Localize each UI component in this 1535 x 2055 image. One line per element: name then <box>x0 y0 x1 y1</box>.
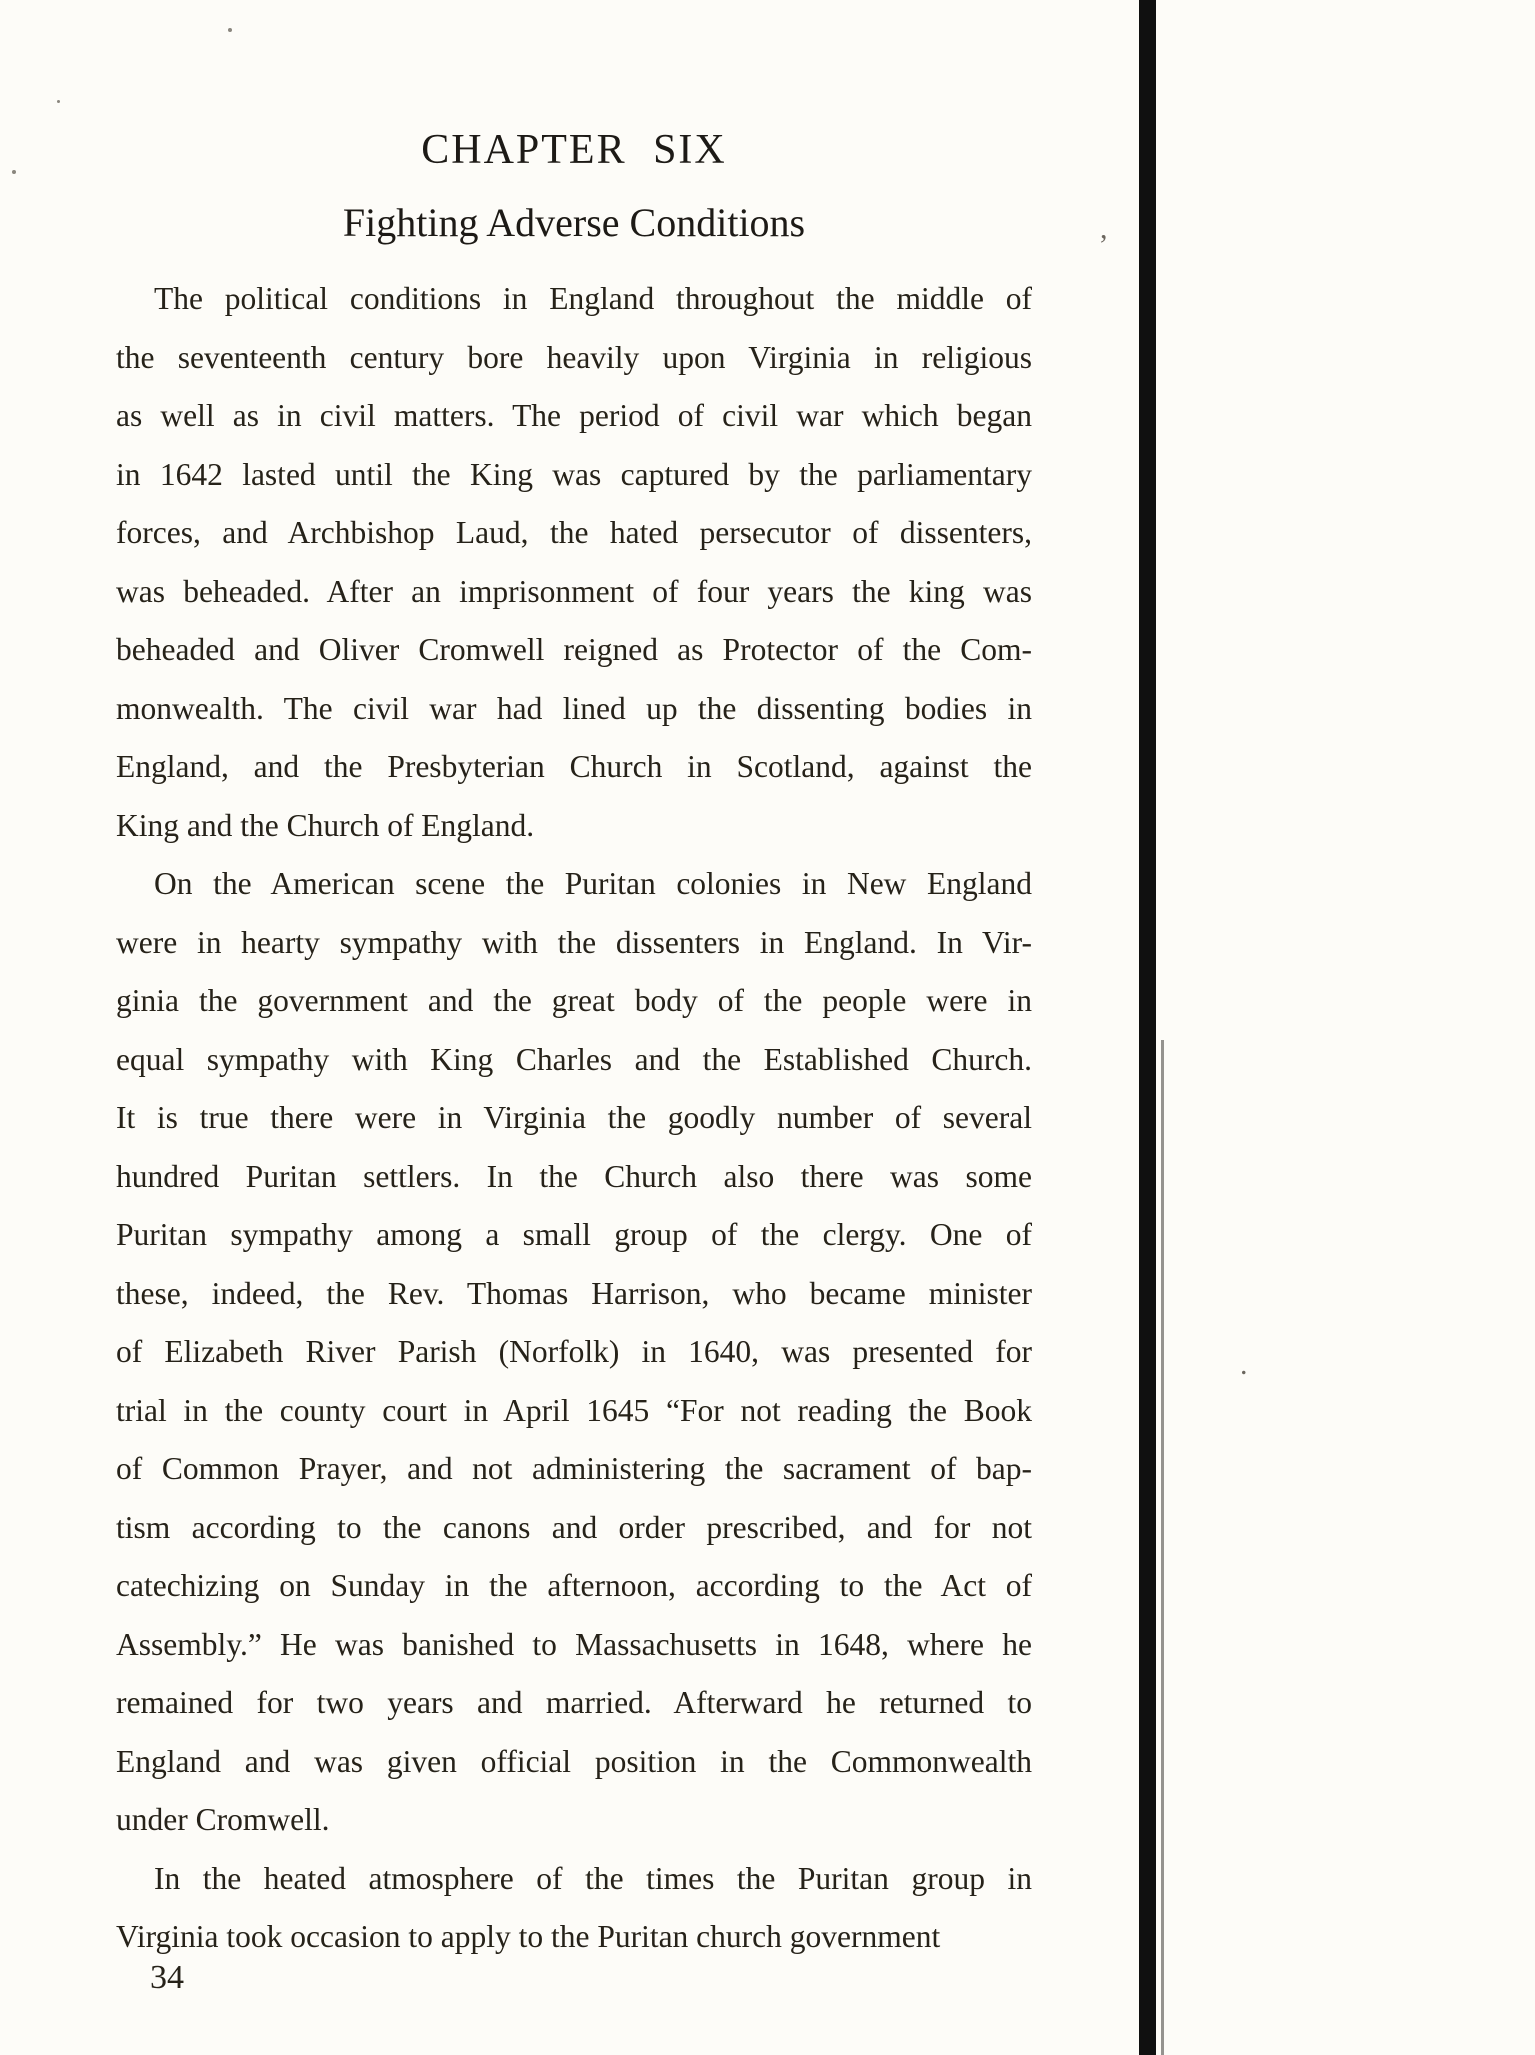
text-line: of Elizabeth River Parish (Norfolk) in 1640, was presented for <box>116 1334 1032 1369</box>
page-number: 34 <box>150 1959 184 1996</box>
text-line: was beheaded. After an imprisonment of four years the king was <box>116 573 1032 609</box>
text-line: tism according to the canons and order prescribed, and for not <box>116 1509 1032 1545</box>
text-line: Virginia took occasion to apply to the Puritan church government <box>116 1919 941 1954</box>
text-line: hundred Puritan settlers. In the Church also there was some <box>116 1158 1032 1194</box>
text-line: Puritan sympathy among a small group of the clergy. One of <box>116 1217 1032 1252</box>
scan-speck <box>228 28 232 32</box>
text-line: in 1642 lasted until the King was captured by the parliamentary <box>116 456 1032 492</box>
text-line: forces, and Archbishop Laud, the hated persecutor of dissenters, <box>116 515 1032 550</box>
body-text <box>116 270 1032 1967</box>
text-line: Assembly.” He was banished to Massachusetts in 1648, where he <box>116 1626 1032 1662</box>
text-line: monwealth. The civil war had lined up the dissenting bodies in <box>116 690 1032 726</box>
text-line: as well as in civil matters. The period of civil war which began <box>116 398 1032 433</box>
text-line: under Cromwell. <box>116 1802 330 1837</box>
chapter-heading: CHAPTER SIX <box>421 127 727 173</box>
text-column <box>116 0 1032 1967</box>
text-line: equal sympathy with King Charles and the Established Church. <box>116 1041 1032 1077</box>
text-line: trial in the county court in April 1645 “For not reading the Book <box>116 1392 1032 1428</box>
text-line: England and was given official position in the Commonwealth <box>116 1743 1032 1779</box>
text-line: It is true there were in Virginia the goodly number of several <box>116 1100 1032 1135</box>
scan-speck <box>12 170 16 174</box>
scan-speck <box>57 100 60 103</box>
text-line: beheaded and Oliver Cromwell reigned as Protector of the Com- <box>116 632 1032 667</box>
text-line: In the heated atmosphere of the times the Puritan group in <box>154 1860 1032 1896</box>
text-line: ginia the government and the great body of the people were in <box>116 983 1032 1018</box>
text-line: these, indeed, the Rev. Thomas Harrison, who became minister <box>116 1275 1032 1311</box>
text-line: remained for two years and married. Afterward he returned to <box>116 1685 1032 1720</box>
scan-edge-bar <box>1139 0 1156 2055</box>
text-line: On the American scene the Puritan colonies in New England <box>154 866 1032 901</box>
scan-edge-line <box>1161 1040 1164 2055</box>
text-line: King and the Church of England. <box>116 807 535 843</box>
text-line: England, and the Presbyterian Church in Scotland, against the <box>116 749 1032 784</box>
text-line: The political conditions in England throughout the middle of <box>154 281 1032 316</box>
scan-speck: , <box>1100 212 1108 245</box>
section-title: Fighting Adverse Conditions <box>342 200 806 245</box>
text-line: of Common Prayer, and not administering the sacrament of bap- <box>116 1451 1032 1486</box>
text-line: the seventeenth century bore heavily upon Virginia in religious <box>116 339 1032 375</box>
scan-speck: . <box>1240 1348 1248 1381</box>
text-line: were in hearty sympathy with the dissenters in England. In Vir- <box>116 924 1032 960</box>
text-line: catechizing on Sunday in the afternoon, according to the Act of <box>116 1568 1032 1603</box>
